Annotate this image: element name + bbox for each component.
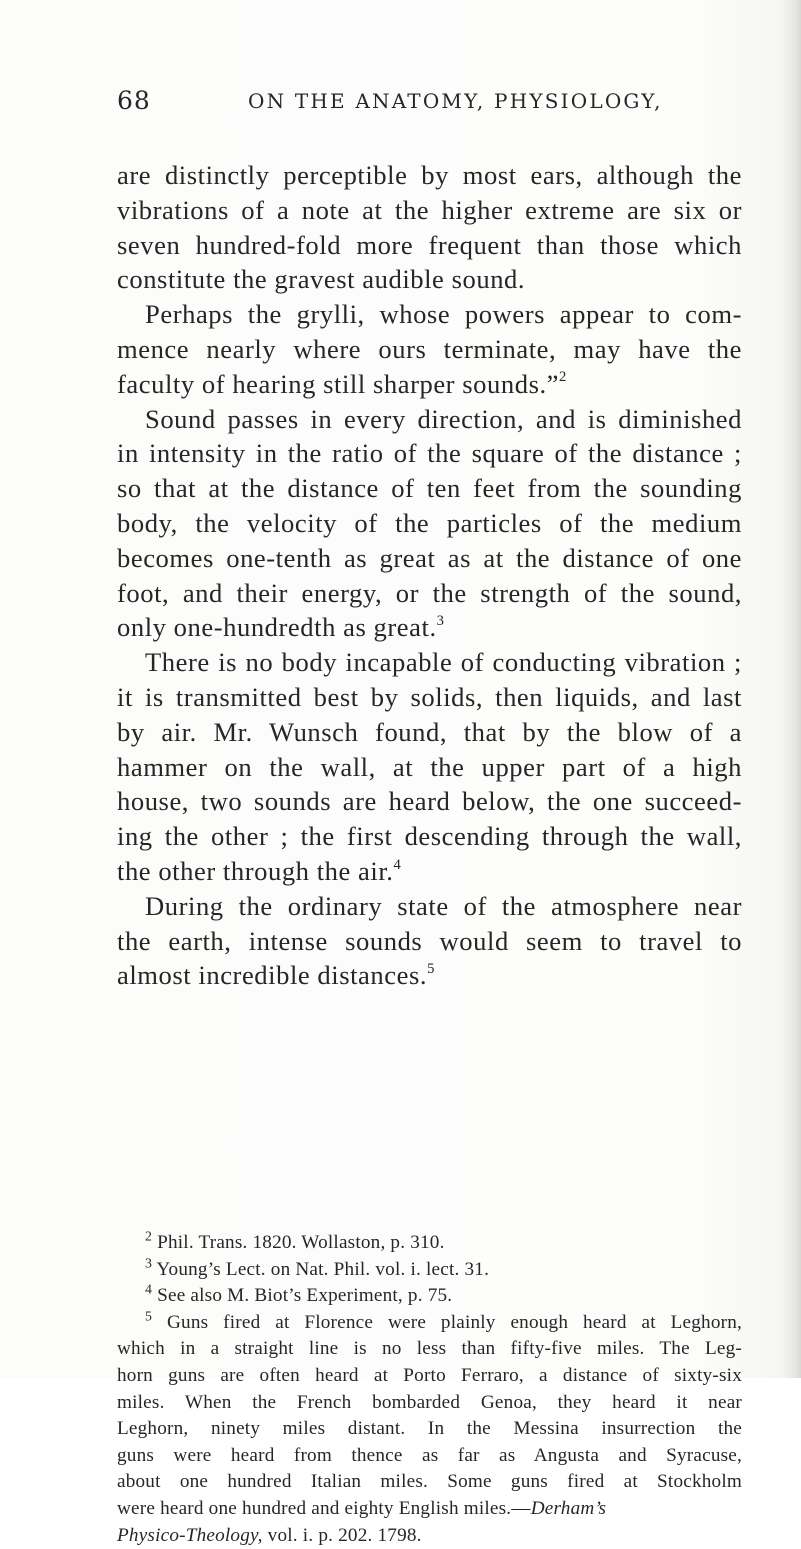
body-line: house, two sounds are heard below, the one succeed-	[117, 786, 742, 817]
body-line	[117, 367, 742, 402]
footnote-line: guns were heard from thence as far as Angusta and Syracuse,	[117, 1444, 742, 1466]
body-line: mence nearly where ours terminate, may have the	[117, 333, 742, 364]
footnote-line: horn guns are often heard at Porto Ferraro, a distance of sixty-six	[117, 1364, 742, 1386]
body-line: constitute the gravest audible sound.	[117, 264, 526, 295]
body-line: are distinctly perceptible by most ears, although the	[117, 160, 742, 190]
citation-details: vol. i. p. 202. 1798.	[262, 1524, 422, 1546]
footnote-number: 5	[145, 1308, 153, 1324]
footnote-number: 2	[145, 1228, 153, 1244]
body-line: vibrations of a note at the higher extreme are six or	[117, 194, 742, 225]
body-line	[117, 854, 742, 889]
footnote-line: which in a straight line is no less than fifty-five miles. The Leg-	[117, 1338, 742, 1360]
body-line: by air. Mr. Wunsch found, that by the blow of a	[117, 716, 742, 747]
footnote-line: miles. When the French bombarded Genoa, they heard it near	[117, 1391, 742, 1413]
body-line: foot, and their energy, or the strength of the sound,	[117, 577, 742, 608]
footnote-number: 3	[145, 1255, 153, 1271]
footnote-line	[117, 1496, 742, 1523]
footnote-line	[117, 1523, 742, 1549]
citation-author: Derham’s	[530, 1497, 607, 1519]
footnote-line: Leghorn, ninety miles distant. In the Messina insurrection the	[117, 1418, 742, 1440]
footnote-number: 4	[145, 1281, 153, 1297]
body-line: ing the other ; the first descending through the wall,	[117, 821, 742, 852]
body-line: Sound passes in every direction, and is diminished	[145, 403, 742, 434]
body-line: There is no body incapable of conducting vibration ;	[145, 647, 742, 678]
citation-title: Physico-Theology,	[117, 1524, 263, 1546]
body-line	[117, 958, 742, 993]
footnote-line: about one hundred Italian miles. Some guns fired at Stockholm	[117, 1471, 742, 1493]
footnote-2	[117, 1230, 742, 1257]
footnote-text: were heard one hundred and eighty English miles.—	[117, 1497, 531, 1519]
body-line: in intensity in the ratio of the square of the distance ;	[117, 438, 742, 469]
body-line: During the ordinary state of the atmosphere near	[145, 890, 742, 921]
body-line: body, the velocity of the particles of the medium	[117, 507, 742, 538]
footnote-3	[117, 1257, 742, 1284]
body-line: it is transmitted best by solids, then liquids, and last	[117, 681, 742, 712]
footnote-ref-4[interactable]: 4	[393, 856, 402, 873]
running-title: ON THE ANATOMY, PHYSIOLOGY,	[248, 89, 663, 113]
body-line-text: almost incredible distances.	[117, 960, 428, 991]
footnote-text: Young’s Lect. on Nat. Phil. vol. i. lect. 31.	[156, 1258, 490, 1280]
footnote-ref-3[interactable]: 3	[436, 613, 445, 630]
page-edge-shadow	[783, 0, 801, 1378]
body-line-text: only one-hundredth as great.	[117, 612, 437, 643]
footnote-4	[117, 1283, 742, 1310]
body-line: seven hundred-fold more frequent than those which	[117, 229, 742, 260]
footnote-text: Guns fired at Florence were plainly enough heard at Leghorn,	[166, 1311, 742, 1333]
body-line: hammer on the wall, at the upper part of a high	[117, 751, 742, 782]
body-line-text: faculty of hearing still sharper sounds.”	[117, 368, 560, 399]
running-header	[117, 86, 747, 126]
body-line	[117, 610, 742, 645]
footnote-5	[117, 1310, 742, 1337]
body-line: the earth, intense sounds would seem to travel to	[117, 925, 742, 956]
body-line: becomes one-tenth as great as at the distance of one	[117, 542, 742, 573]
page-number: 68	[117, 86, 151, 115]
footnote-text: See also M. Biot’s Experiment, p. 75.	[157, 1285, 453, 1307]
body-line: Perhaps the grylli, whose powers appear to com-	[145, 299, 742, 330]
footnotes	[117, 1230, 742, 1549]
body-line: so that at the distance of ten feet from the sounding	[117, 473, 742, 504]
footnote-text: Phil. Trans. 1820. Wollaston, p. 310.	[157, 1232, 445, 1253]
footnote-ref-5[interactable]: 5	[427, 961, 435, 978]
body-text	[117, 158, 742, 993]
footnote-ref-2[interactable]: 2	[559, 369, 567, 386]
body-line-text: the other through the air.	[117, 855, 394, 886]
